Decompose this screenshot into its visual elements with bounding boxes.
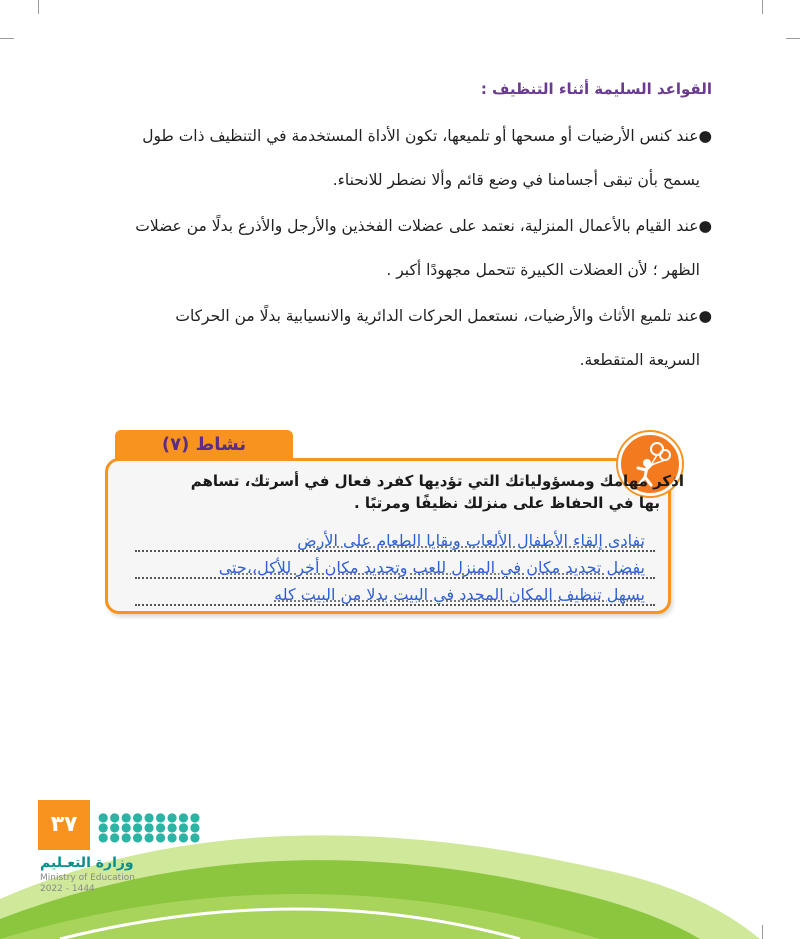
question-line: بها في الحفاظ على منزلك نظيفًا ومرتبًا .	[353, 494, 660, 512]
answer-dotted-line	[135, 550, 655, 552]
rule-item	[72, 204, 712, 292]
edition-year: 2022 - 1444	[40, 884, 95, 894]
answer-dotted-line	[135, 577, 655, 579]
crop-mark	[38, 0, 39, 14]
bullet-icon: ●	[698, 127, 712, 145]
answer-line: يسهل تنظيف المكان المحدد في البيت بدلا من البيت كله	[274, 585, 645, 604]
question-line: اذكر مهامك ومسؤولياتك التي تؤديها كفرد فعال في أسرتك، تساهم	[190, 472, 684, 490]
ministry-name-ar: وزارة التعـليم	[40, 855, 134, 871]
rule-line: ●عند القيام بالأعمال المنزلية، نعتمد على عضلات الفخذين والأرجل والأذرع بدلًا من عضلات	[135, 217, 712, 235]
answer-line: تفادى إلقاء الأطفال الألعاب وبقايا الطعام على الأرض	[297, 531, 645, 550]
rule-line: السريعة المتقطعة.	[579, 351, 700, 369]
rule-line: يسمح بأن تبقى أجسامنا في وضع قائم وألا نضطر للانحناء.	[332, 171, 700, 189]
crop-mark	[786, 38, 800, 39]
green-wave-decoration	[0, 759, 800, 939]
rule-item	[72, 294, 712, 382]
activity-title: نشاط (٧)	[115, 430, 293, 460]
answer-dotted-line	[135, 604, 655, 606]
bullet-icon: ●	[698, 307, 712, 325]
bullet-icon: ●	[698, 217, 712, 235]
rule-item	[72, 114, 712, 202]
section-heading: القواعد السليمة أثناء التنظيف :	[480, 80, 712, 98]
rule-line: ●عند تلميع الأثاث والأرضيات، نستعمل الحركات الدائرية والانسيابية بدلًا من الحركات	[175, 307, 712, 325]
crop-mark	[762, 0, 763, 14]
crop-mark	[0, 38, 14, 39]
rule-line: ●عند كنس الأرضيات أو مسحها أو تلميعها، تكون الأداة المستخدمة في التنظيف ذات طول	[142, 127, 712, 145]
ministry-logo-icon: ●●●●●●●●● ●●●●●●●●● ●●●●●●●●●	[98, 810, 202, 844]
page-number: ٣٧	[38, 800, 90, 850]
answer-line: يفضل تحديد مكان في المنزل للعب وتحديد مكان أخر للأكل،،حتى	[218, 558, 645, 577]
activity-question	[124, 470, 684, 514]
ministry-name-en: Ministry of Education	[40, 873, 135, 883]
rule-line: الظهر ؛ لأن العضلات الكبيرة تتحمل مجهودًا أكبر .	[386, 261, 700, 279]
